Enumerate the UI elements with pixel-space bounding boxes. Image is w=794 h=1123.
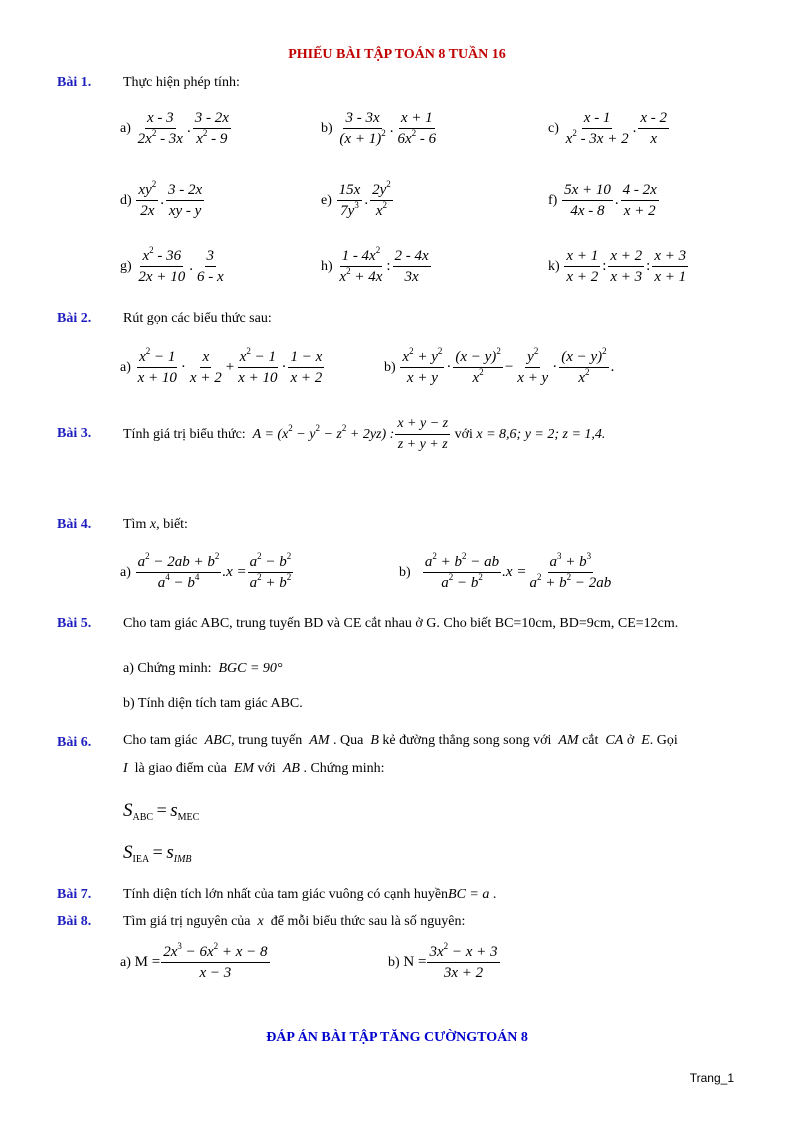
bai2-b: b) $\frac{x^2 + y^2}{x + y}$ · $\frac{(x - y)^2}{x^2}$ − $\frac{y^2}{x + y}$ · $\frac{(x - y)^2}{x^2}$ . — [384, 346, 615, 386]
answer-title: ĐÁP ÁN BÀI TẬP TĂNG CƯỜNGTOÁN 8 — [266, 1030, 528, 1045]
bai6-eq1: $S_{ABC} = s_{MEC}$ — [123, 800, 200, 823]
bai7-label: Bài 7. — [57, 887, 92, 902]
bai5-a: a) Chứng minh: BGC = 90° — [123, 661, 283, 676]
bai1-d: d) $\frac{xy^2}{2x}$ . $\frac{3 - 2x}{xy - y}$ — [120, 179, 203, 219]
page-number: Trang_1 — [689, 1071, 734, 1085]
bai1-text: Thực hiện phép tính: — [123, 75, 240, 90]
bai1-e: e) $\frac{15x}{7y^3}$ . $\frac{2y^2}{x^2}$ — [321, 179, 391, 219]
bai8-text: Tìm giá trị nguyên của x để mỗi biểu thức sau là số nguyên: — [123, 914, 466, 929]
bai1-a: a) $\frac{x - 3}{2x^2 - 3x}$ . $\frac{3 - 2x}{x^2 - 9}$ — [120, 110, 229, 147]
bai6-line1: Cho tam giác ABC, trung tuyến AM . Qua B kẻ đường thẳng song song với AM cắt CA ở E. Gọi — [123, 733, 678, 748]
bai5-label: Bài 5. — [57, 616, 92, 631]
bai4-a: a) $\frac{a^2 - 2ab + b^2}{a^4 - b^4}$ .x = $\frac{a^2 - b^2}{a^2 + b^2}$ — [120, 551, 292, 591]
bai1-c: c) $\frac{x - 1}{x^2 - 3x + 2}$ . $\frac{x - 2}{x}$ — [548, 110, 667, 147]
page-title: PHIẾU BÀI TẬP TOÁN 8 TUẦN 16 — [288, 47, 506, 62]
bai6-label: Bài 6. — [57, 735, 92, 750]
bai8-b: b) N = $\frac{3x^2 - x + 3}{3x + 2}$ — [388, 941, 498, 981]
bai4-b: b) $\frac{a^2 + b^2 - ab}{a^2 - b^2}$ .x = $\frac{a^3 + b^3}{a^2 + b^2 - 2ab}$ — [399, 551, 612, 591]
bai1-label: Bài 1. — [57, 75, 92, 90]
bai5-text: Cho tam giác ABC, trung tuyến BD và CE cắt nhau ở G. Cho biết BC=10cm, BD=9cm, CE=12cm. — [123, 616, 679, 631]
bai2-a: a) $\frac{x^2 - 1}{x + 10}$ · $\frac{x}{x + 2}$ + $\frac{x^2 - 1}{x + 10}$ · $\frac{1 - x}{x + 2}$ — [120, 346, 323, 386]
bai2-text: Rút gọn các biểu thức sau: — [123, 311, 272, 326]
bai3-expr: Tính giá trị biểu thức: $A = (x^2 - y^2 - z^2 + 2yz)$ : $\frac{x + y - z}{z + y + z}$ với x = 8,6; y = 2; z = 1,4. — [123, 416, 606, 452]
bai6-eq2: $S_{IEA} = s_{IMB}$ — [123, 842, 192, 865]
bai5-b: b) Tính diện tích tam giác ABC. — [123, 696, 303, 711]
bai1-b: b) $\frac{3 - 3x}{(x + 1)^2}$ . $\frac{x + 1}{6x^2 - 6}$ — [321, 110, 437, 147]
bai8-label: Bài 8. — [57, 914, 92, 929]
bai4-label: Bài 4. — [57, 517, 92, 532]
bai4-text: Tìm x, biết: — [123, 517, 188, 532]
bai7-text: Tính diện tích lớn nhất của tam giác vuông có cạnh huyềnBC = a . — [123, 887, 497, 902]
bai2-label: Bài 2. — [57, 311, 92, 326]
bai1-f: f) $\frac{5x + 10}{4x - 8}$ . $\frac{4 - 2x}{x + 2}$ — [548, 182, 657, 219]
bai3-label: Bài 3. — [57, 426, 92, 441]
bai1-h: h) $\frac{1 - 4x^2}{x^2 + 4x}$ : $\frac{2 - 4x}{3x}$ — [321, 245, 429, 285]
bai8-a: a) M = $\frac{2x^3 - 6x^2 + x - 8}{x - 3}$ — [120, 941, 268, 981]
bai1-k: k) $\frac{x + 1}{x + 2}$ : $\frac{x + 2}{x + 3}$ : $\frac{x + 3}{x + 1}$ — [548, 248, 687, 285]
bai6-line2: I là giao điểm của EM với AB . Chứng minh: — [123, 761, 385, 776]
bai1-g: g) $\frac{x^2 - 36}{2x + 10}$ . $\frac{3}{6 - x}$ — [120, 245, 224, 285]
